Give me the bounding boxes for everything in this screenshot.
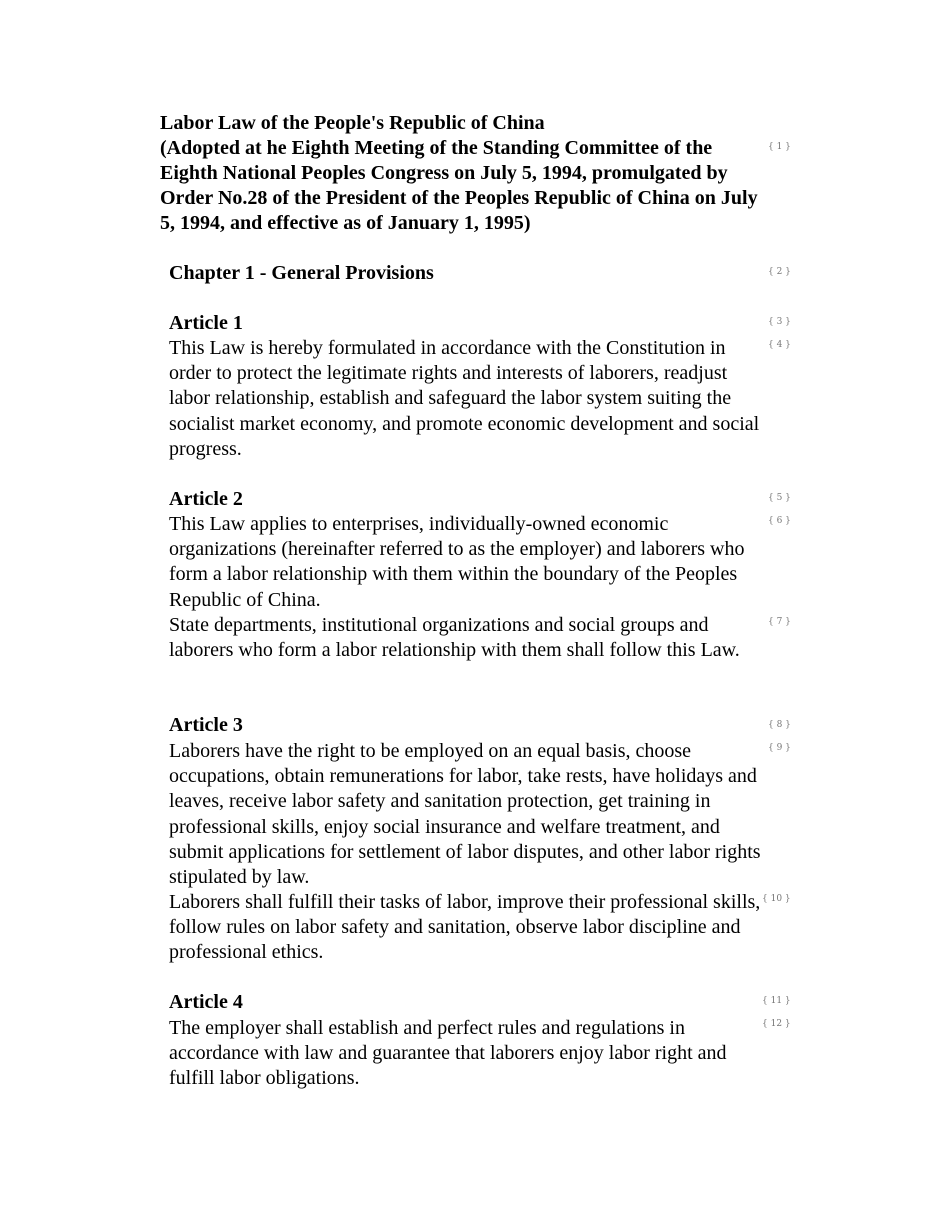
article-paragraph: State departments, institutional organizations and social groups and laborers who form a labor relationship with them shall follow this Law. xyxy=(169,614,740,662)
article-heading: Article 4 xyxy=(169,991,243,1013)
segment-marker: { 4 } xyxy=(768,340,791,350)
segment-marker: { 7 } xyxy=(768,617,791,627)
segment-marker: { 12 } xyxy=(762,1019,791,1029)
segment-marker: { 8 } xyxy=(768,720,791,730)
document-title: Labor Law of the People's Republic of China xyxy=(160,112,545,134)
segment-marker: { 6 } xyxy=(768,516,791,526)
segment-marker: { 2 } xyxy=(768,267,791,277)
document-subtitle: (Adopted at he Eighth Meeting of the Standing Committee of the Eighth National Peoples Congress on July 5, 1994, promulgated by Order No.28 of the President of the Peoples Republic of China on July 5, 1994, and effective as of January 1, 1995) xyxy=(160,137,758,234)
article-heading: Article 2 xyxy=(169,488,243,510)
article-heading: Article 1 xyxy=(169,312,243,334)
segment-marker: { 1 } xyxy=(768,142,791,152)
segment-marker: { 11 } xyxy=(762,996,791,1006)
segment-marker: { 9 } xyxy=(768,743,791,753)
segment-marker: { 10 } xyxy=(762,894,791,904)
segment-marker: { 5 } xyxy=(768,493,791,503)
article-paragraph: Laborers have the right to be employed on an equal basis, choose occupations, obtain remunerations for labor, take rests, have holidays and leaves, receive labor safety and sanitation protection, get training in professional skills, enjoy social insurance and welfare treatment, and submit applications for settlement of labor disputes, and other labor rights stipulated by law. xyxy=(169,740,761,889)
article-paragraph: The employer shall establish and perfect rules and regulations in accordance with law and guarantee that laborers enjoy labor right and fulfill labor obligations. xyxy=(169,1017,727,1090)
article-paragraph: This Law applies to enterprises, individually-owned economic organizations (hereinafter referred to as the employer) and laborers who form a labor relationship with them within the boundary of the Peoples Republic of China. xyxy=(169,513,745,611)
article-paragraph: Laborers shall fulfill their tasks of labor, improve their professional skills, follow rules on labor safety and sanitation, observe labor discipline and professional ethics. xyxy=(169,891,761,964)
segment-marker: { 3 } xyxy=(768,317,791,327)
chapter-heading: Chapter 1 - General Provisions xyxy=(169,262,434,284)
article-heading: Article 3 xyxy=(169,714,243,736)
article-paragraph: This Law is hereby formulated in accordance with the Constitution in order to protect the legitimate rights and interests of laborers, readjust labor relationship, establish and safeguard the labor system suiting the socialist market economy, and promote economic development and social progress. xyxy=(169,337,760,460)
